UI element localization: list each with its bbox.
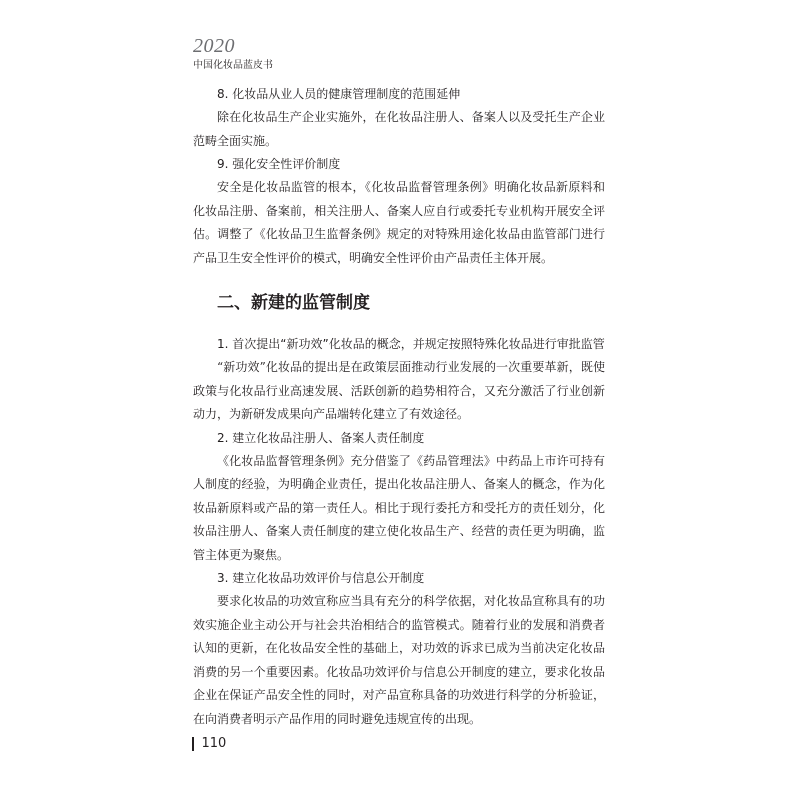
subheading-2: 2. 建立化妆品注册人、备案人责任制度 — [217, 430, 425, 445]
running-head-book-title: 中国化妆品蓝皮书 — [193, 60, 273, 71]
paragraph: 安全是化妆品监管的根本，《化妆品监督管理条例》明确化妆品新原料和化妆品注册、备案前，相关注册人、备案人应自行或委托专业机构开展安全评估。调整了《化妆品卫生监督条例》规定的对特殊用途化妆品由监管部门进行产品卫生安全性评价的模式，明确安全性评价由产品责任主体开展。 — [193, 180, 605, 265]
subheading-3: 3. 建立化妆品功效评价与信息公开制度 — [217, 571, 425, 585]
subheading-9: 9. 强化安全性评价制度 — [217, 157, 341, 171]
running-head-year: 2020 — [193, 35, 235, 57]
paragraph: “新功效”化妆品的提出是在政策层面推动行业发展的一次重要革新，既使政策与化妆品行业高速发展、活跃创新的趋势相符合，又充分激活了行业创新动力，为新研发成果向产品端转化建立了有效途径。 — [193, 360, 605, 421]
subheading-8: 8. 化妆品从业人员的健康管理制度的范围延伸 — [217, 87, 461, 101]
page-number-text: 110 — [201, 736, 227, 751]
running-head — [193, 34, 273, 73]
paragraph: 除在化妆品生产企业实施外，在化妆品注册人、备案人以及受托生产企业范畴全面实施。 — [193, 110, 605, 148]
page-number — [192, 736, 226, 751]
page-body — [193, 83, 605, 731]
subheading-1: 1. 首次提出“新功效”化妆品的概念，并规定按照特殊化妆品进行审批监管 — [217, 337, 605, 351]
paragraph: 要求化妆品的功效宣称应当具有充分的科学依据，对化妆品宣称具有的功效实施企业主动公开与社会共治相结合的监管模式。随着行业的发展和消费者认知的更新，在化妆品安全性的基础上，对功效的诉求已成为当前决定化妆品消费的另一个重要因素。化妆品功效评价与信息公开制度的建立，要求化妆品企业在保证产品安全性的同时，对产品宣称具备的功效进行科学的分析验证，在向消费者明示产品作用的同时避免违规宣传的出现。 — [193, 594, 605, 726]
paragraph: 《化妆品监督管理条例》充分借鉴了《药品管理法》中药品上市许可持有人制度的经验，为明确企业责任，提出化妆品注册人、备案人的概念，作为化妆品新原料或产品的第一责任人。相比于现行委托方和受托方的责任划分，化妆品注册人、备案人责任制度的建立使化妆品生产、经营的责任更为明确，监管主体更为聚焦。 — [193, 453, 605, 562]
section-title: 二、新建的监管制度 — [217, 293, 370, 313]
folio-rule — [192, 737, 194, 751]
